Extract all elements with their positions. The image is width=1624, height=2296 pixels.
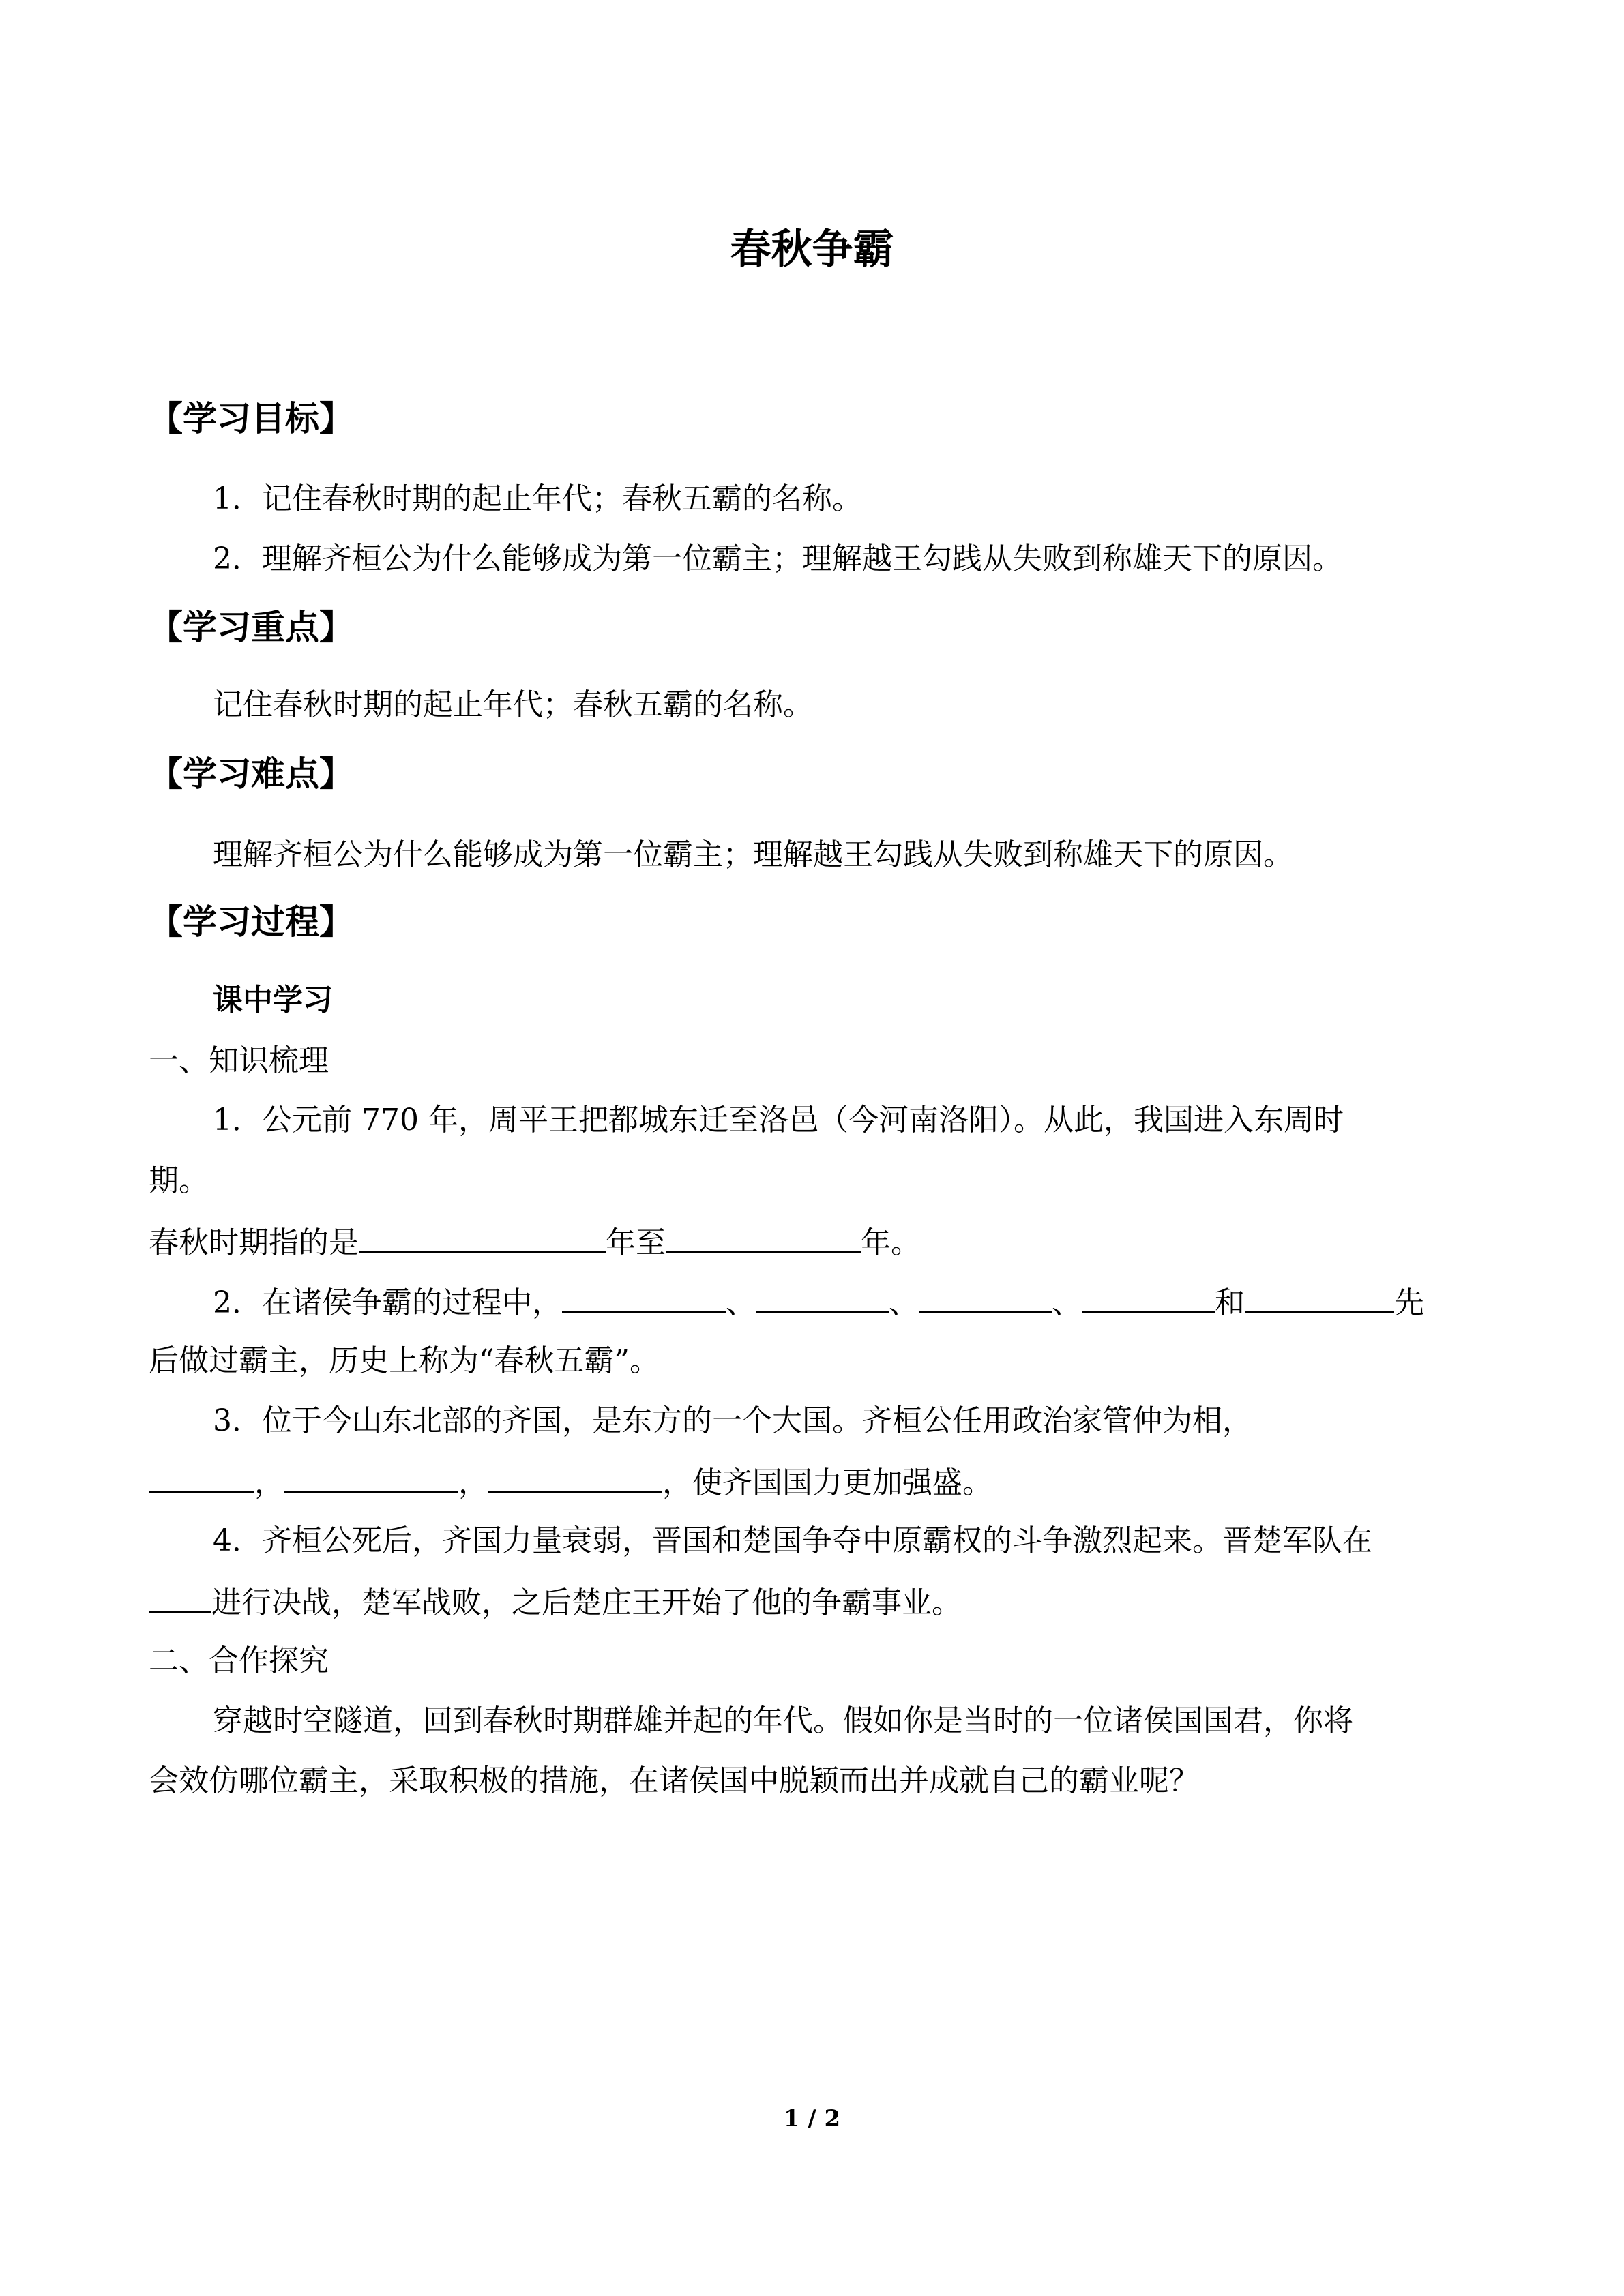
difficulties-text: 理解齐桓公为什么能够成为第一位霸主；理解越王勾践从失败到称雄天下的原因。 bbox=[213, 837, 1293, 872]
separator: 、 bbox=[889, 1285, 919, 1320]
answer-blank-end-year[interactable] bbox=[666, 1221, 861, 1253]
answer-blank-reform-3[interactable] bbox=[488, 1461, 662, 1493]
part2-line2: 会效仿哪位霸主，采取积极的措施，在诸侯国中脱颖而出并成就自己的霸业呢？ bbox=[149, 1763, 1199, 1798]
objective-item-2: 2．理解齐桓公为什么能够成为第一位霸主；理解越王勾践从失败到称雄天下的原因。 bbox=[213, 541, 1342, 576]
difficulties-heading: 【学习难点】 bbox=[149, 754, 353, 794]
q1-text-b: 年至 bbox=[606, 1225, 666, 1260]
process-heading: 【学习过程】 bbox=[149, 902, 353, 942]
q1-text-a: 春秋时期指的是 bbox=[149, 1225, 359, 1260]
part2-title: 二、合作探究 bbox=[149, 1643, 329, 1678]
q3-text-end: ，使齐国国力更加强盛。 bbox=[662, 1465, 992, 1500]
part1-title: 一、知识梳理 bbox=[149, 1043, 329, 1078]
q1-line1: 1．公元前 770 年，周平王把都城东迁至洛邑（今河南洛阳）。从此，我国进入东周时 bbox=[213, 1103, 1344, 1137]
page-number: 1 / 2 bbox=[783, 2105, 841, 2132]
comma: ， bbox=[458, 1465, 488, 1500]
q1-line2: 期。 bbox=[149, 1163, 209, 1198]
q4-line2 bbox=[149, 1581, 962, 1624]
q3-line1: 3．位于今山东北部的齐国，是东方的一个大国。齐桓公任用政治家管仲为相， bbox=[213, 1403, 1252, 1438]
answer-blank-hegemon-1[interactable] bbox=[562, 1281, 726, 1313]
objective-item-1: 1．记住春秋时期的起止年代；春秋五霸的名称。 bbox=[213, 481, 862, 516]
answer-blank-hegemon-4[interactable] bbox=[1082, 1281, 1215, 1313]
q1-text-c: 年。 bbox=[861, 1225, 921, 1260]
separator: 、 bbox=[1052, 1285, 1082, 1320]
answer-blank-hegemon-5[interactable] bbox=[1245, 1281, 1394, 1313]
process-subheading: 课中学习 bbox=[213, 983, 333, 1017]
answer-blank-reform-2[interactable] bbox=[284, 1461, 458, 1493]
q4-text-end: 进行决战，楚军战败，之后楚庄王开始了他的争霸事业。 bbox=[211, 1585, 962, 1620]
q3-line2 bbox=[149, 1461, 992, 1504]
conjunction-text: 和 bbox=[1215, 1285, 1245, 1320]
q1-line3 bbox=[149, 1221, 921, 1264]
page-title: 春秋争霸 bbox=[730, 226, 894, 273]
q4-line1: 4．齐桓公死后，齐国力量衰弱，晋国和楚国争夺中原霸权的斗争激烈起来。晋楚军队在 bbox=[213, 1523, 1372, 1558]
separator: 、 bbox=[726, 1285, 756, 1320]
answer-blank-reform-1[interactable] bbox=[149, 1461, 254, 1493]
q2-line1 bbox=[213, 1281, 1424, 1324]
comma: ， bbox=[254, 1465, 284, 1500]
answer-blank-hegemon-2[interactable] bbox=[756, 1281, 889, 1313]
objectives-heading: 【学习目标】 bbox=[149, 399, 353, 438]
answer-blank-start-year[interactable] bbox=[359, 1221, 606, 1253]
part2-line1: 穿越时空隧道，回到春秋时期群雄并起的年代。假如你是当时的一位诸侯国国君，你将 bbox=[213, 1703, 1353, 1738]
key-points-text: 记住春秋时期的起止年代；春秋五霸的名称。 bbox=[213, 687, 813, 722]
answer-blank-hegemon-3[interactable] bbox=[919, 1281, 1052, 1313]
key-points-heading: 【学习重点】 bbox=[149, 608, 353, 647]
q2-line2: 后做过霸主，历史上称为“春秋五霸”。 bbox=[149, 1343, 660, 1378]
answer-blank-battle-site[interactable] bbox=[149, 1581, 211, 1613]
q2-text-a: 2．在诸侯争霸的过程中， bbox=[213, 1285, 562, 1320]
q2-text-end: 先 bbox=[1394, 1285, 1424, 1320]
